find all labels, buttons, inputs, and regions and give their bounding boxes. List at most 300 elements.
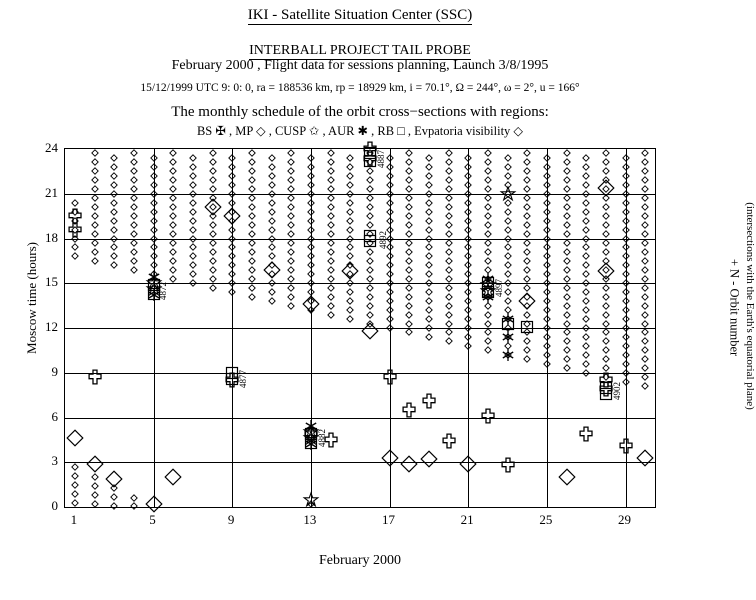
data-point-evpatoria-visibility [406,284,413,291]
data-point-evpatoria-visibility [622,307,629,314]
data-point-evpatoria-visibility [622,378,629,385]
data-point-evpatoria-visibility [150,190,157,197]
data-point-evpatoria-visibility [642,266,649,273]
data-point-evpatoria-visibility [111,181,118,188]
data-point-evpatoria-visibility [445,231,452,238]
data-point-evpatoria-visibility [543,235,550,242]
data-point-evpatoria-visibility [327,222,334,229]
data-point-evpatoria-visibility [602,284,609,291]
data-point-evpatoria-visibility [563,248,570,255]
data-point-evpatoria-visibility [583,280,590,287]
data-point-mp [224,208,241,225]
data-point-evpatoria-visibility [386,262,393,269]
data-point-evpatoria-visibility [445,248,452,255]
data-point-evpatoria-visibility [583,262,590,269]
data-point-evpatoria-visibility [406,204,413,211]
data-point-evpatoria-visibility [504,244,511,251]
data-point-evpatoria-visibility [622,244,629,251]
data-point-evpatoria-visibility [484,150,491,157]
data-point-evpatoria-visibility [583,217,590,224]
data-point-evpatoria-visibility [386,307,393,314]
data-point-evpatoria-visibility [209,186,216,193]
data-point-evpatoria-visibility [288,222,295,229]
data-point-evpatoria-visibility [170,239,177,246]
data-point-evpatoria-visibility [583,271,590,278]
data-point-evpatoria-visibility [189,226,196,233]
data-point-evpatoria-visibility [347,217,354,224]
orbit-number-label: 4872 [158,281,169,300]
data-point-evpatoria-visibility [366,257,373,264]
data-point-evpatoria-visibility [150,181,157,188]
data-point-evpatoria-visibility [465,190,472,197]
data-point-evpatoria-visibility [583,298,590,305]
data-point-evpatoria-visibility [504,253,511,260]
data-point-evpatoria-visibility [406,311,413,318]
data-point-evpatoria-visibility [583,244,590,251]
data-point-cusp [303,492,318,507]
data-point-evpatoria-visibility [189,163,196,170]
data-point-evpatoria-visibility [425,333,432,340]
data-point-evpatoria-visibility [209,266,216,273]
data-point-evpatoria-visibility [484,231,491,238]
data-point-evpatoria-visibility [288,248,295,255]
data-point-evpatoria-visibility [642,150,649,157]
data-point-evpatoria-visibility [563,266,570,273]
data-point-rb [521,320,534,333]
data-point-evpatoria-visibility [327,168,334,175]
data-point-evpatoria-visibility [425,271,432,278]
data-point-evpatoria-visibility [327,284,334,291]
data-point-evpatoria-visibility [602,204,609,211]
data-point-evpatoria-visibility [445,329,452,336]
x-tick-label: 29 [618,512,631,527]
data-point-evpatoria-visibility [150,253,157,260]
data-point-evpatoria-visibility [170,248,177,255]
data-point-evpatoria-visibility [602,168,609,175]
data-point-evpatoria-visibility [406,231,413,238]
data-point-evpatoria-visibility [386,208,393,215]
data-point-evpatoria-visibility [583,342,590,349]
data-point-evpatoria-visibility [248,168,255,175]
data-point-evpatoria-visibility [307,289,314,296]
data-point-bs [580,426,593,441]
data-point-evpatoria-visibility [642,275,649,282]
data-point-evpatoria-visibility [622,181,629,188]
data-point-evpatoria-visibility [504,226,511,233]
data-point-evpatoria-visibility [248,248,255,255]
data-point-bs [88,370,101,385]
data-point-evpatoria-visibility [602,365,609,372]
data-point-evpatoria-visibility [563,320,570,327]
data-point-bs [619,438,632,453]
data-point-evpatoria-visibility [366,195,373,202]
data-point-evpatoria-visibility [406,159,413,166]
data-point-evpatoria-visibility [484,239,491,246]
data-point-evpatoria-visibility [622,360,629,367]
data-point-evpatoria-visibility [189,235,196,242]
data-point-evpatoria-visibility [425,244,432,251]
data-point-evpatoria-visibility [524,186,531,193]
data-point-bs [68,222,81,237]
data-point-evpatoria-visibility [465,280,472,287]
data-point-evpatoria-visibility [524,239,531,246]
data-point-evpatoria-visibility [524,168,531,175]
data-point-evpatoria-visibility [130,266,137,273]
data-point-evpatoria-visibility [445,150,452,157]
data-point-evpatoria-visibility [563,231,570,238]
data-point-evpatoria-visibility [111,244,118,251]
data-point-evpatoria-visibility [622,253,629,260]
x-tick-label: 25 [539,512,553,527]
data-point-evpatoria-visibility [406,195,413,202]
data-point-bs [403,403,416,418]
data-point-evpatoria-visibility [327,186,334,193]
data-point-evpatoria-visibility [642,347,649,354]
project-title-text: INTERBALL PROJECT TAIL PROBE [249,43,471,58]
data-point-evpatoria-visibility [150,262,157,269]
x-tick-label: 5 [149,512,156,527]
data-point-evpatoria-visibility [130,186,137,193]
data-point-evpatoria-visibility [484,186,491,193]
data-point-evpatoria-visibility [563,204,570,211]
data-point-evpatoria-visibility [622,325,629,332]
data-point-evpatoria-visibility [91,168,98,175]
data-point-evpatoria-visibility [209,239,216,246]
data-point-evpatoria-visibility [327,293,334,300]
data-point-evpatoria-visibility [209,159,216,166]
data-point-evpatoria-visibility [248,159,255,166]
data-point-evpatoria-visibility [543,217,550,224]
data-point-evpatoria-visibility [150,172,157,179]
data-point-evpatoria-visibility [543,226,550,233]
data-point-evpatoria-visibility [150,199,157,206]
data-point-evpatoria-visibility [150,217,157,224]
data-point-evpatoria-visibility [229,262,236,269]
data-point-mp [519,293,536,310]
data-point-evpatoria-visibility [465,163,472,170]
data-point-evpatoria-visibility [327,195,334,202]
data-point-evpatoria-visibility [543,163,550,170]
data-point-evpatoria-visibility [288,168,295,175]
data-point-evpatoria-visibility [583,190,590,197]
data-point-evpatoria-visibility [91,231,98,238]
data-point-mp [558,469,575,486]
data-point-evpatoria-visibility [425,289,432,296]
data-point-evpatoria-visibility [583,199,590,206]
data-point-evpatoria-visibility [622,208,629,215]
data-point-evpatoria-visibility [386,316,393,323]
data-point-evpatoria-visibility [602,222,609,229]
orbit-number-label: 4887 [375,150,386,169]
data-point-evpatoria-visibility [583,163,590,170]
data-point-evpatoria-visibility [642,222,649,229]
data-point-evpatoria-visibility [386,280,393,287]
data-point-evpatoria-visibility [583,325,590,332]
data-point-evpatoria-visibility [583,208,590,215]
data-point-evpatoria-visibility [602,347,609,354]
data-point-evpatoria-visibility [307,208,314,215]
data-point-evpatoria-visibility [150,244,157,251]
data-point-evpatoria-visibility [327,159,334,166]
data-point-evpatoria-visibility [170,231,177,238]
data-point-evpatoria-visibility [111,217,118,224]
data-point-evpatoria-visibility [268,298,275,305]
data-point-evpatoria-visibility [524,248,531,255]
data-point-evpatoria-visibility [445,213,452,220]
data-point-evpatoria-visibility [170,266,177,273]
data-point-evpatoria-visibility [91,159,98,166]
data-point-evpatoria-visibility [563,356,570,363]
data-point-evpatoria-visibility [484,311,491,318]
x-axis-label: February 2000 [318,553,402,568]
data-point-evpatoria-visibility [268,172,275,179]
data-point-evpatoria-visibility [327,204,334,211]
data-point-evpatoria-visibility [91,150,98,157]
data-point-evpatoria-visibility [130,248,137,255]
data-point-evpatoria-visibility [602,159,609,166]
data-point-evpatoria-visibility [602,239,609,246]
data-point-evpatoria-visibility [130,222,137,229]
data-point-evpatoria-visibility [268,217,275,224]
data-point-evpatoria-visibility [406,275,413,282]
data-point-evpatoria-visibility [91,257,98,264]
data-point-evpatoria-visibility [248,257,255,264]
data-point-evpatoria-visibility [189,244,196,251]
data-point-evpatoria-visibility [543,307,550,314]
data-point-evpatoria-visibility [71,244,78,251]
data-point-evpatoria-visibility [366,222,373,229]
data-point-evpatoria-visibility [524,231,531,238]
data-point-evpatoria-visibility [425,226,432,233]
data-point-evpatoria-visibility [347,280,354,287]
data-point-rb [226,372,239,385]
y-tick-label: 18 [45,229,58,245]
data-point-evpatoria-visibility [465,235,472,242]
x-tick-label: 21 [460,512,474,527]
data-point-evpatoria-visibility [111,493,118,500]
y-axis-label: Moscow time (hours) [24,242,39,354]
data-point-evpatoria-visibility [229,199,236,206]
data-point-evpatoria-visibility [465,208,472,215]
data-point-evpatoria-visibility [445,204,452,211]
data-point-evpatoria-visibility [229,289,236,296]
data-point-evpatoria-visibility [425,262,432,269]
data-point-evpatoria-visibility [484,329,491,336]
data-point-evpatoria-visibility [91,239,98,246]
data-point-evpatoria-visibility [465,181,472,188]
data-point-evpatoria-visibility [563,293,570,300]
data-point-evpatoria-visibility [229,280,236,287]
data-point-evpatoria-visibility [583,181,590,188]
data-point-evpatoria-visibility [268,154,275,161]
data-point-evpatoria-visibility [229,163,236,170]
data-point-mp [145,496,162,513]
orbit-number-label: 4877 [238,369,249,388]
data-point-evpatoria-visibility [406,186,413,193]
data-point-evpatoria-visibility [386,163,393,170]
data-point-aur [501,330,514,343]
data-point-evpatoria-visibility [445,275,452,282]
data-point-evpatoria-visibility [248,204,255,211]
data-point-evpatoria-visibility [307,262,314,269]
data-point-evpatoria-visibility [170,275,177,282]
data-point-evpatoria-visibility [229,172,236,179]
data-point-mp [204,199,221,216]
data-point-evpatoria-visibility [543,181,550,188]
data-point-evpatoria-visibility [406,213,413,220]
data-point-evpatoria-visibility [445,239,452,246]
x-tick-label: 17 [382,512,395,527]
data-point-evpatoria-visibility [248,275,255,282]
data-point-evpatoria-visibility [484,302,491,309]
data-point-evpatoria-visibility [248,231,255,238]
data-point-evpatoria-visibility [642,383,649,390]
data-point-evpatoria-visibility [170,257,177,264]
x-tick-label: 1 [70,512,78,527]
data-point-evpatoria-visibility [406,239,413,246]
data-point-mp [106,470,123,487]
data-point-evpatoria-visibility [484,195,491,202]
data-point-evpatoria-visibility [209,275,216,282]
data-point-evpatoria-visibility [327,213,334,220]
data-point-rb [363,154,376,167]
data-point-rb [481,286,494,299]
data-point-evpatoria-visibility [268,253,275,260]
data-point-evpatoria-visibility [465,199,472,206]
data-point-evpatoria-visibility [111,190,118,197]
data-point-evpatoria-visibility [347,235,354,242]
data-point-evpatoria-visibility [130,195,137,202]
data-point-evpatoria-visibility [425,235,432,242]
data-point-evpatoria-visibility [327,275,334,282]
data-point-evpatoria-visibility [642,195,649,202]
data-point-evpatoria-visibility [622,369,629,376]
data-point-evpatoria-visibility [268,280,275,287]
data-point-evpatoria-visibility [543,360,550,367]
data-point-evpatoria-visibility [111,154,118,161]
data-point-evpatoria-visibility [622,298,629,305]
data-point-mp [401,455,418,472]
data-point-evpatoria-visibility [347,208,354,215]
data-point-evpatoria-visibility [524,275,531,282]
page-title [0,7,720,24]
data-point-evpatoria-visibility [425,307,432,314]
data-point-evpatoria-visibility [524,159,531,166]
data-point-evpatoria-visibility [229,190,236,197]
y-tick-label: 21 [45,184,58,200]
data-point-evpatoria-visibility [524,150,531,157]
data-point-evpatoria-visibility [268,163,275,170]
data-point-evpatoria-visibility [602,338,609,345]
data-point-evpatoria-visibility [307,235,314,242]
data-point-evpatoria-visibility [111,172,118,179]
data-point-evpatoria-visibility [445,320,452,327]
data-point-evpatoria-visibility [130,204,137,211]
data-point-evpatoria-visibility [622,351,629,358]
data-point-evpatoria-visibility [386,190,393,197]
data-point-evpatoria-visibility [406,150,413,157]
data-point-evpatoria-visibility [209,168,216,175]
data-point-evpatoria-visibility [307,244,314,251]
data-point-evpatoria-visibility [445,195,452,202]
data-point-mp [342,263,359,280]
data-point-evpatoria-visibility [602,213,609,220]
data-point-evpatoria-visibility [406,177,413,184]
orbit-number-label: 4882 [316,429,327,448]
data-point-evpatoria-visibility [111,208,118,215]
data-point-evpatoria-visibility [622,235,629,242]
data-point-evpatoria-visibility [445,266,452,273]
data-point-evpatoria-visibility [583,172,590,179]
data-point-evpatoria-visibility [543,199,550,206]
data-point-evpatoria-visibility [504,154,511,161]
data-point-evpatoria-visibility [189,199,196,206]
data-point-evpatoria-visibility [347,316,354,323]
data-point-evpatoria-visibility [209,222,216,229]
data-point-evpatoria-visibility [229,181,236,188]
data-point-evpatoria-visibility [189,172,196,179]
data-point-evpatoria-visibility [189,154,196,161]
data-point-evpatoria-visibility [327,248,334,255]
data-point-evpatoria-visibility [622,190,629,197]
data-point-evpatoria-visibility [307,253,314,260]
data-point-evpatoria-visibility [622,217,629,224]
data-point-evpatoria-visibility [642,177,649,184]
data-point-evpatoria-visibility [327,257,334,264]
data-point-evpatoria-visibility [543,271,550,278]
data-point-evpatoria-visibility [288,213,295,220]
data-point-evpatoria-visibility [150,163,157,170]
data-point-evpatoria-visibility [327,266,334,273]
data-point-evpatoria-visibility [150,226,157,233]
data-point-evpatoria-visibility [248,284,255,291]
data-point-evpatoria-visibility [71,463,78,470]
data-point-evpatoria-visibility [386,289,393,296]
data-point-evpatoria-visibility [622,280,629,287]
data-point-mp [361,322,378,339]
data-point-evpatoria-visibility [642,231,649,238]
data-point-bs [501,458,514,473]
data-point-evpatoria-visibility [563,275,570,282]
right-axis-sublabel: (intersections with the Earth's equatorial plane) [744,202,756,410]
data-point-evpatoria-visibility [484,248,491,255]
data-point-evpatoria-visibility [130,239,137,246]
data-point-aur [501,348,514,361]
data-point-mp [597,263,614,280]
data-point-evpatoria-visibility [307,190,314,197]
data-point-evpatoria-visibility [504,163,511,170]
data-point-evpatoria-visibility [543,154,550,161]
data-point-evpatoria-visibility [307,280,314,287]
data-point-evpatoria-visibility [543,289,550,296]
data-point-evpatoria-visibility [642,320,649,327]
data-point-evpatoria-visibility [248,266,255,273]
data-point-evpatoria-visibility [524,266,531,273]
data-point-evpatoria-visibility [622,316,629,323]
data-point-evpatoria-visibility [130,150,137,157]
data-point-evpatoria-visibility [268,199,275,206]
data-point-evpatoria-visibility [524,177,531,184]
data-point-evpatoria-visibility [642,302,649,309]
data-point-evpatoria-visibility [465,289,472,296]
data-point-evpatoria-visibility [484,213,491,220]
data-point-mp [460,455,477,472]
data-point-evpatoria-visibility [465,172,472,179]
data-point-evpatoria-visibility [111,235,118,242]
data-point-evpatoria-visibility [425,208,432,215]
data-point-evpatoria-visibility [543,298,550,305]
data-point-evpatoria-visibility [425,190,432,197]
